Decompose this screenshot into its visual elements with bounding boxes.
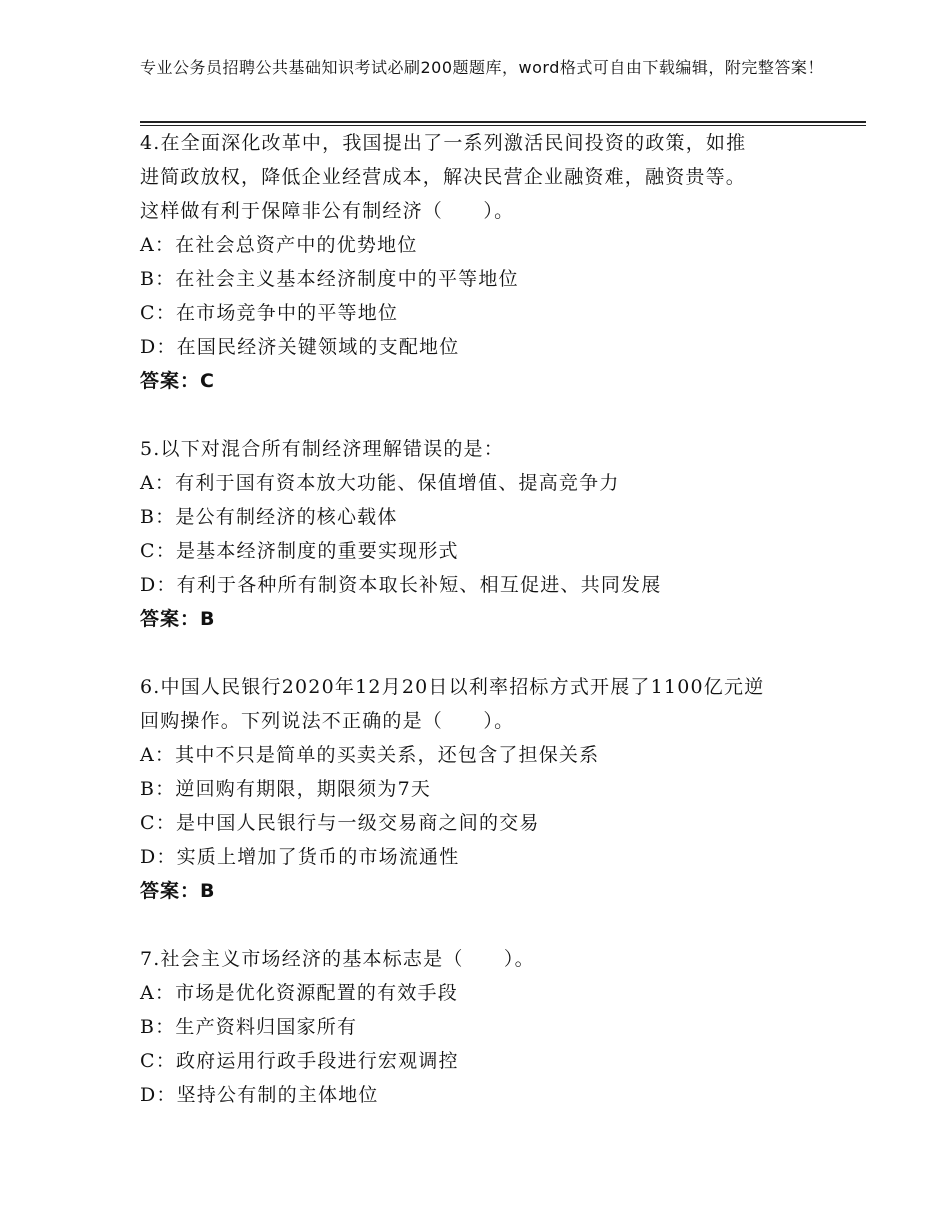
question-7 <box>140 942 866 1112</box>
page-header: 专业公务员招聘公共基础知识考试必刷200题题库，word格式可自由下载编辑，附完整答案！ <box>140 58 824 77</box>
question-5 <box>140 432 866 636</box>
option-b: B：逆回购有期限，期限须为7天 <box>140 778 432 800</box>
option-a: A：其中不只是简单的买卖关系，还包含了担保关系 <box>140 744 600 766</box>
option-c: C：在市场竞争中的平等地位 <box>140 302 399 324</box>
question-text-line: 7.社会主义市场经济的基本标志是（ ）。 <box>140 948 535 970</box>
question-text-line: 进简政放权，降低企业经营成本，解决民营企业融资难，融资贵等。 <box>140 166 747 188</box>
header-rule-thick <box>140 121 866 123</box>
spacer <box>140 908 866 942</box>
answer: 答案：B <box>140 880 216 902</box>
option-d: D：实质上增加了货币的市场流通性 <box>140 846 460 868</box>
question-text-line: 5.以下对混合所有制经济理解错误的是： <box>140 438 504 460</box>
question-text-line: 这样做有利于保障非公有制经济（ ）。 <box>140 200 515 222</box>
option-a: A：在社会总资产中的优势地位 <box>140 234 418 256</box>
option-c: C：政府运用行政手段进行宏观调控 <box>140 1050 459 1072</box>
option-a: A：市场是优化资源配置的有效手段 <box>140 982 458 1004</box>
question-list <box>140 126 866 1112</box>
spacer <box>140 398 866 432</box>
spacer <box>140 636 866 670</box>
option-c: C：是基本经济制度的重要实现形式 <box>140 540 459 562</box>
question-4 <box>140 126 866 398</box>
option-b: B：在社会主义基本经济制度中的平等地位 <box>140 268 519 290</box>
answer: 答案：B <box>140 608 216 630</box>
option-c: C：是中国人民银行与一级交易商之间的交易 <box>140 812 540 834</box>
option-a: A：有利于国有资本放大功能、保值增值、提高竞争力 <box>140 472 620 494</box>
option-b: B：生产资料归国家所有 <box>140 1016 358 1038</box>
question-text-line: 回购操作。下列说法不正确的是（ ）。 <box>140 710 515 732</box>
question-6 <box>140 670 866 908</box>
answer: 答案：C <box>140 370 215 392</box>
option-d: D：在国民经济关键领域的支配地位 <box>140 336 460 358</box>
option-d: D：坚持公有制的主体地位 <box>140 1084 379 1106</box>
question-text-line: 6.中国人民银行2020年12月20日以利率招标方式开展了1100亿元逆 <box>140 676 765 698</box>
option-b: B：是公有制经济的核心载体 <box>140 506 398 528</box>
option-d: D：有利于各种所有制资本取长补短、相互促进、共同发展 <box>140 574 662 596</box>
question-text-line: 4.在全面深化改革中，我国提出了一系列激活民间投资的政策，如推 <box>140 132 747 154</box>
